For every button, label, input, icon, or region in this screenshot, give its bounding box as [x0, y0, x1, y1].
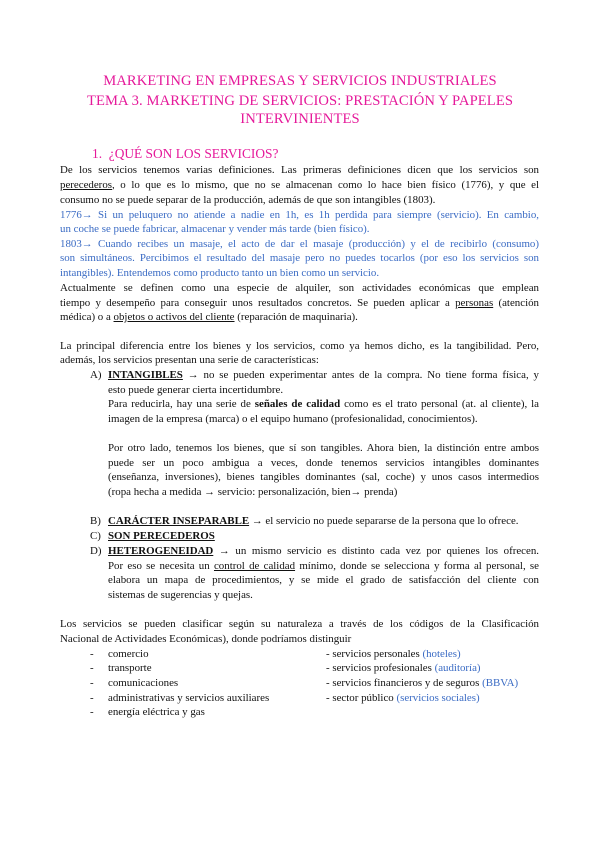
example-1776-line-2: un coche se puede fabricar, almacenar y vender más tarde (bien físico). [60, 223, 370, 235]
list-item-personal-services [326, 647, 461, 661]
objetos-term: objetos o activos del cliente [113, 311, 235, 323]
list-item-example: (servicios sociales) [396, 692, 480, 704]
char-b-text: → el servicio no puede separarse de la persona que lo ofrece. [249, 515, 519, 527]
char-d-text-1: → un mismo servicio es distinto cada vez por quienes los ofrecen. [213, 545, 539, 557]
intro-line-1: De los servicios tenemos varias definiciones. Las primeras definiciones dicen que los servicios son [60, 164, 539, 176]
char-b-line [108, 514, 519, 528]
example-1776-line-1: 1776→ Si un peluquero no atiende a nadie en 1h, es 1h perdida para siempre (servicio). En cambio, [60, 209, 539, 221]
list-item-example: (BBVA) [482, 677, 519, 689]
difference-line-1: La principal diferencia entre los bienes y los servicios, como ya hemos dicho, es la tangibilidad. Pero, [60, 340, 539, 352]
char-a-line-4: imagen de la empresa (marca) o el equipo humano (profesionalidad, conocimientos). [108, 413, 478, 425]
personas-term: personas [455, 297, 494, 309]
goods-line-4: (ropa hecha a medida → servicio: personalización, bien→ prenda) [108, 486, 398, 498]
bullet: - [90, 692, 94, 704]
quality-control: control de calidad [213, 560, 296, 572]
bullet: - [90, 706, 94, 718]
char-d-line-3: elabora un mapa de procedimientos, y se mide el grado de satisfacción del cliente con [108, 574, 539, 586]
goods-line-3: (enseñanza, inversiones), bienes tangibles dominantes (sal, coche) y unos casos intermedios [108, 471, 539, 483]
list-item-financial-services [326, 676, 518, 690]
example-1803-line-3: intangibles). Entendemos como producto tanto un bien como un servicio. [60, 267, 380, 279]
char-d-line-2 [108, 559, 539, 573]
topic-title: TEMA 3. MARKETING DE SERVICIOS: PRESTACIÓN Y PAPELES [86, 93, 514, 109]
definition-line-3-start: médica) o a [60, 311, 114, 323]
list-item-communications: comunicaciones [108, 677, 179, 689]
list-item-example: (auditoría) [434, 662, 481, 674]
char-c-marker: C) [90, 530, 101, 542]
char-a-line-3 [108, 397, 539, 411]
list-item-text: - servicios profesionales [326, 662, 435, 674]
list-item-text: - sector público [326, 692, 397, 704]
bullet: - [90, 662, 94, 674]
example-1803-line-1: 1803→ Cuando recibes un masaje, el acto de dar el masaje (producción) y el de recibirlo (consumo) [60, 238, 539, 250]
char-d-line-1 [108, 544, 539, 558]
definition-line-2-text: tiempo y desempeño para conseguir unos resultados concretos. Se pueden aplicar a [60, 297, 450, 309]
definition-line-2-end: (atención [493, 297, 539, 309]
bullet: - [90, 648, 94, 660]
difference-line-2: además, los servicios presentan una serie de características: [60, 354, 319, 366]
section-heading [92, 146, 278, 162]
list-item-example: (hoteles) [422, 648, 461, 660]
list-item-commerce: comercio [108, 648, 149, 660]
intro-line-2 [60, 178, 539, 192]
goods-line-2: puede ser un poco ambigua a veces, donde tenemos servicios intangibles dominantes [108, 457, 539, 469]
char-d-marker: D) [90, 545, 102, 557]
list-item-public-sector [326, 691, 480, 705]
char-a-line-2: esto puede generar cierta incertidumbre. [108, 384, 284, 396]
intro-perecederos: perecederos [60, 179, 112, 191]
definition-line-3-end: (reparación de maquinaria). [234, 311, 358, 323]
section-title: ¿QUÉ SON LOS SERVICIOS? [108, 146, 279, 161]
list-item-text: - servicios personales [326, 648, 423, 660]
intro-line-3: consumo no se puede separar de la producción, además de que son intangibles (1803). [60, 194, 436, 206]
intro-line-2-text: , o lo que es lo mismo, que no se almacenan como lo hace bien físico (1776), y que el [112, 179, 539, 191]
char-a-text-1: → no se pueden experimentar antes de la compra. No tiene forma física, y [182, 369, 539, 381]
char-a-line-1 [108, 368, 539, 382]
topic-title-cont: INTERVINIENTES [240, 111, 360, 127]
course-title: MARKETING EN EMPRESAS Y SERVICIOS INDUSTRIALES [103, 73, 497, 89]
example-1803-line-2: son simultáneos. Percibimos el resultado del masaje pero no puedes tocarlos (por eso los servicios son [60, 252, 539, 264]
char-d-line-4: sistemas de sugerencias y quejas. [108, 589, 253, 601]
goods-line-1: Por otro lado, tenemos los bienes, que sí son tangibles. Ahora bien, la distinción entre ambos [108, 442, 539, 454]
section-number: 1. [92, 146, 103, 161]
char-c-title: SON PERECEDEROS [108, 530, 215, 542]
char-a-text-3a: Para reducirla, hay una serie de [108, 398, 255, 410]
char-b-title: CARÁCTER INSEPARABLE [108, 515, 250, 527]
definition-line-3 [60, 310, 358, 324]
char-a-marker: A) [90, 369, 102, 381]
char-d-text-2b: mínimo, donde se selecciona y forma al personal, se [295, 560, 539, 572]
list-item-administrative: administrativas y servicios auxiliares [108, 692, 270, 704]
classification-line-2: Nacional de Actividades Económicas), donde podríamos distinguir [60, 633, 352, 645]
char-c-line [108, 529, 215, 543]
char-d-text-2a: Por eso se necesita un [108, 560, 214, 572]
char-a-title: INTANGIBLES [108, 369, 183, 381]
definition-line-1: Actualmente se definen como una especie de alquiler, son actividades económicas que emplean [60, 282, 539, 294]
char-a-text-3c: como es el trato personal (at. al cliente), la [340, 398, 539, 410]
definition-line-2 [60, 296, 539, 310]
list-item-energy: energía eléctrica y gas [108, 706, 205, 718]
list-item-professional-services [326, 661, 481, 675]
bullet: - [90, 677, 94, 689]
classification-line-1: Los servicios se pueden clasificar según su naturaleza a través de los códigos de la Clasificación [60, 618, 539, 630]
list-item-transport: transporte [108, 662, 152, 674]
char-b-marker: B) [90, 515, 101, 527]
list-item-text: - servicios financieros y de seguros [326, 677, 483, 689]
quality-signals: señales de calidad [254, 398, 341, 410]
char-d-title: HETEROGENEIDAD [108, 545, 214, 557]
